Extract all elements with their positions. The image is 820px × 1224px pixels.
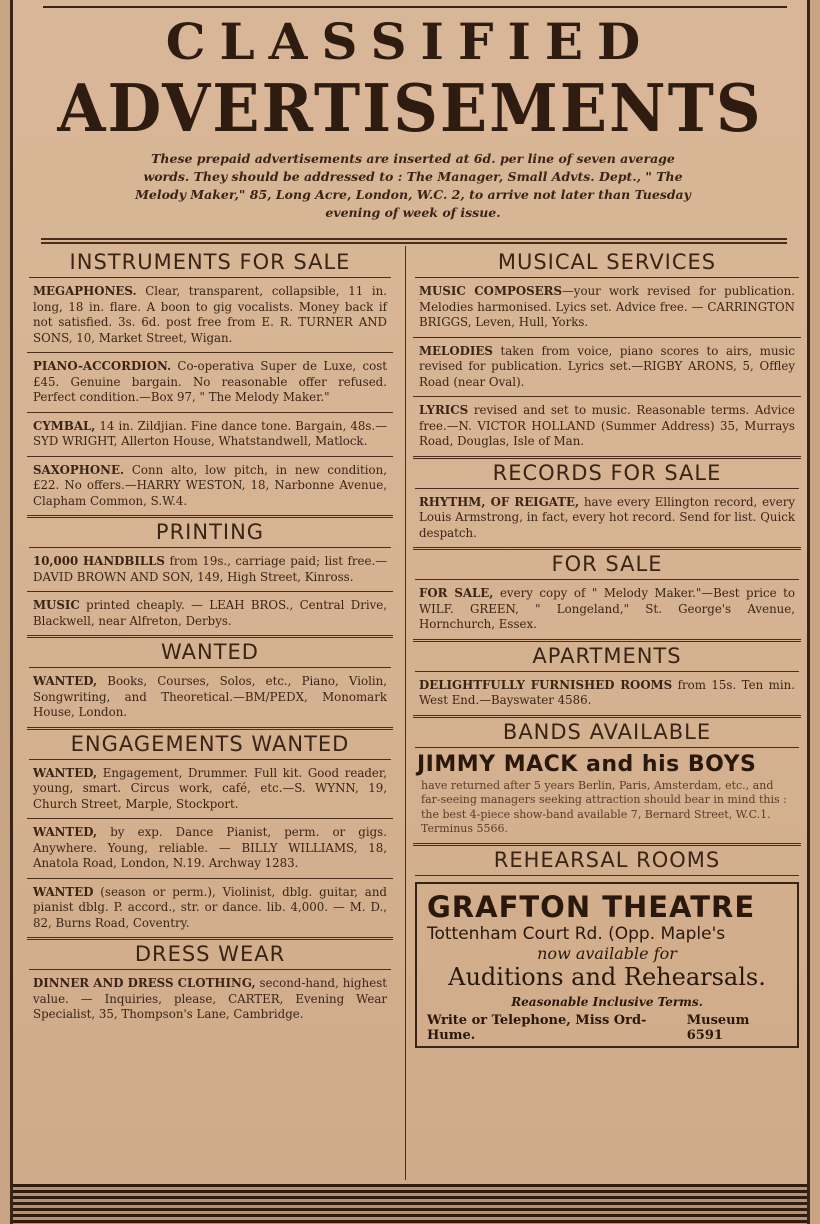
section-title: WANTED: [29, 638, 391, 668]
auditions-line: Auditions and Rehearsals.: [448, 962, 766, 991]
ad-item: DELIGHTFULLY FURNISHED ROOMS from 15s. Ten min. West End.—Bayswater 4586.: [413, 672, 801, 718]
section-instruments: [23, 248, 397, 518]
section-title: PRINTING: [29, 518, 391, 548]
section-apartments: [409, 642, 805, 718]
section-printing: [23, 518, 397, 638]
phone-number: Museum 6591: [686, 1012, 750, 1043]
band-text: have returned after 5 years Berlin, Paris, Amsterdam, etc., and far-seeing managers seeking attraction should bear in mind this : the best 4-piece show-band available 7, Bernard Street, W.C.1. Terminus 5566.: [413, 777, 801, 846]
ad-item: PIANO-ACCORDION. Co-operativa Super de Luxe, cost £45. Genuine bargain. No reasonable offer refused. Perfect condition.—Box 97, " The Melody Maker.": [27, 353, 393, 413]
grafton-ad-box: [415, 882, 799, 1048]
ad-item: MEGAPHONES. Clear, transparent, collapsible, 11 in. long, 18 in. flare. A boon to gig vocalists. Money back if not satisfied. 3s. 6d. post free from E. R. TURNER AND SONS, 10, Market Street, Wigan.: [27, 278, 393, 353]
ad-item: CYMBAL, 14 in. Zildjian. Fine dance tone. Bargain, 48s.—SYD WRIGHT, Allerton House, Whatstandwell, Matlock.: [27, 413, 393, 457]
ad-item: LYRICS revised and set to music. Reasonable terms. Advice free.—N. VICTOR HOLLAND (Summer Address) 35, Murrays Road, Douglas, Isle of Man.: [413, 397, 801, 459]
header-rule: [41, 238, 787, 240]
column-divider: [405, 246, 406, 1180]
theatre-name: GRAFTON THEATRE: [427, 889, 756, 924]
section-title: MUSICAL SERVICES: [415, 248, 799, 278]
section-dresswear: [23, 940, 397, 1029]
section-records: [409, 459, 805, 551]
ad-item: WANTED, Books, Courses, Solos, etc., Piano, Violin, Songwriting, and Theoretical.—BM/PEDX, Monomark House, London.: [27, 668, 393, 730]
bottom-border: [13, 1184, 807, 1224]
newspaper-page: [10, 0, 810, 1224]
masthead-advertisements: ADVERTISEMENTS: [57, 70, 763, 147]
band-name: JIMMY MACK and his BOYS: [417, 751, 757, 777]
section-title: FOR SALE: [415, 550, 799, 580]
section-wanted: [23, 638, 397, 730]
now-available: now available for: [537, 943, 677, 963]
left-column: [23, 248, 397, 1029]
section-bands: [409, 718, 805, 846]
section-title: BANDS AVAILABLE: [415, 718, 799, 748]
section-for-sale: [409, 550, 805, 642]
section-engagements: [23, 730, 397, 941]
terms-line: Reasonable Inclusive Terms.: [511, 994, 703, 1009]
section-title: REHEARSAL ROOMS: [415, 846, 799, 876]
header-rule-2: [41, 242, 787, 244]
contact-line: [427, 1013, 787, 1043]
right-column: [409, 248, 805, 1048]
ad-item: SAXOPHONE. Conn alto, low pitch, in new condition, £22. No offers.—HARRY WESTON, 18, Narbonne Avenue, Clapham Common, S.W.4.: [27, 457, 393, 519]
ad-item: MUSIC printed cheaply. — LEAH BROS., Central Drive, Blackwell, near Alfreton, Derbys.: [27, 592, 393, 638]
ad-item: RHYTHM, OF REIGATE, have every Ellington record, every Louis Armstrong, in fact, every hot record. Send for list. Quick despatch.: [413, 489, 801, 551]
section-rehearsal: [409, 846, 805, 1048]
ad-item: WANTED, by exp. Dance Pianist, perm. or gigs. Anywhere. Young, reliable. — BILLY WILLIAMS, 18, Anatola Road, London, N.19. Archway 1283.: [27, 819, 393, 879]
section-musical-services: [409, 248, 805, 459]
ad-item: FOR SALE, every copy of " Melody Maker."—Best price to WILF. GREEN, " Longeland," St. George's Avenue, Hornchurch, Essex.: [413, 580, 801, 642]
section-title: APARTMENTS: [415, 642, 799, 672]
masthead-classified: CLASSIFIED: [165, 12, 655, 71]
top-rule: [43, 6, 787, 8]
ad-item: MUSIC COMPOSERS—your work revised for publication. Melodies harmonised. Lyics set. Advice free. — CARRINGTON BRIGGS, Leven, Hull, Yorks.: [413, 278, 801, 338]
ad-item: MELODIES taken from voice, piano scores to airs, music revised for publication. Lyrics set.—RIGBY ARONS, 5, Offley Road (near Oval).: [413, 338, 801, 398]
intro-text: These prepaid advertisements are inserted at 6d. per line of seven average words. They should be addressed to : The Manager, Small Advts. Dept., " The Melody Maker," 85, Long Acre, London, W.C. 2, to arrive not later than Tuesday evening of week of issue.: [135, 151, 691, 220]
ad-item: WANTED, Engagement, Drummer. Full kit. Good reader, young, smart. Circus work, café, etc.—S. WYNN, 19, Church Street, Marple, Stockport.: [27, 760, 393, 820]
contact-text: Write or Telephone, Miss Ord-Hume.: [427, 1012, 647, 1043]
section-title: RECORDS FOR SALE: [415, 459, 799, 489]
ad-item: 10,000 HANDBILLS from 19s., carriage paid; list free.—DAVID BROWN AND SON, 149, High Street, Kinross.: [27, 548, 393, 592]
section-title: INSTRUMENTS FOR SALE: [29, 248, 391, 278]
section-title: DRESS WEAR: [29, 940, 391, 970]
theatre-address: Tottenham Court Rd. (Opp. Maple's: [427, 923, 726, 944]
section-title: ENGAGEMENTS WANTED: [29, 730, 391, 760]
ad-item: WANTED (season or perm.), Violinist, dblg. guitar, and pianist dblg. P. accord., str. or dance. lib. 4,000. — M. D., 82, Burns Road, Coventry.: [27, 879, 393, 941]
ad-item: DINNER AND DRESS CLOTHING, second-hand, highest value. — Inquiries, please, CARTER, Evening Wear Specialist, 35, Thompson's Lane, Cambridge.: [33, 976, 387, 1021]
